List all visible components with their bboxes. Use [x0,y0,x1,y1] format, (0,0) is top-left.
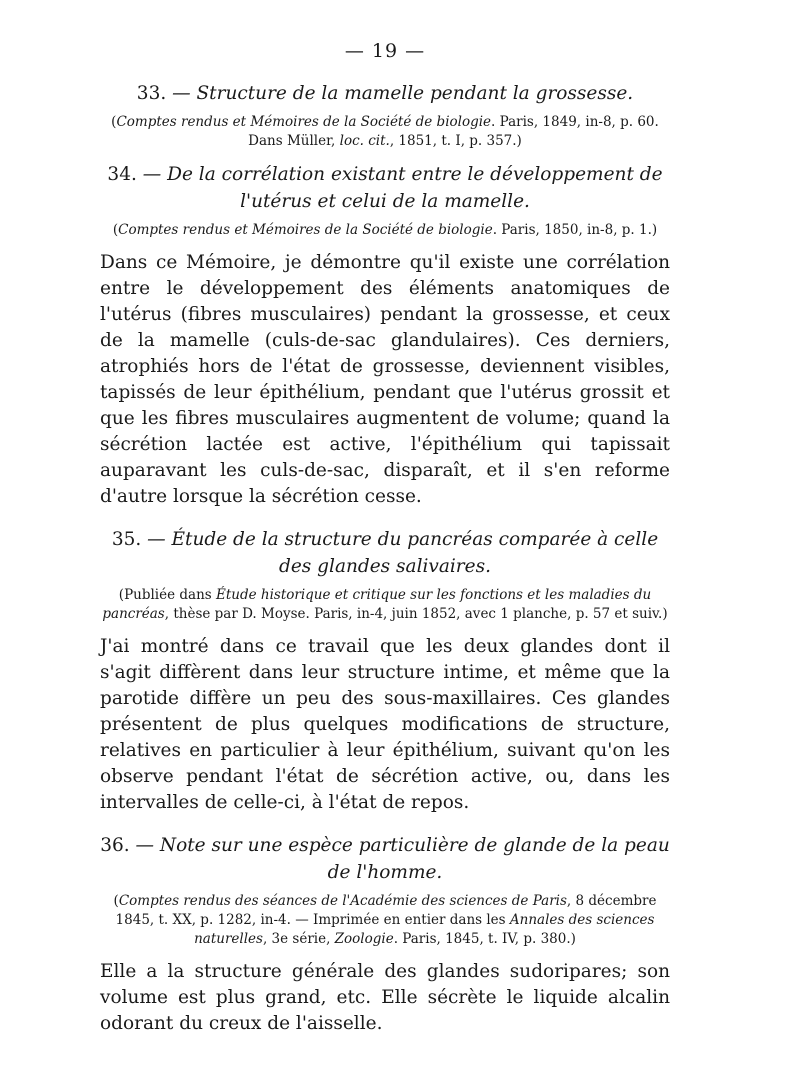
entry-body: Dans ce Mémoire, je démontre qu'il existe une corrélation entre le développement des éléments anatomiques de l'utérus (fibres musculaires) pendant la grossesse, et ceux de la mamelle (culs-de-sac glandulaires). Ces derniers, atrophiés hors de l'état de grossesse, deviennent visibles, tapissés de leur épithélium, pendant que l'utérus grossit et que les fibres musculaires augmentent de volume; quand la sécrétion lactée est active, l'épithélium qui tapissait auparavant les culs-de-sac, disparaît, et il s'en reforme d'autre lorsque la sécrétion cesse. [100,252,670,507]
entry-number: 36. [100,835,130,856]
entry-reference: (Comptes rendus et Mémoires de la Société de biologie. Paris, 1849, in-8, p. 60. Dans Müller, loc. cit., 1851, t. I, p. 357.) [111,114,659,149]
entry-title-text: — De la corrélation existant entre le développement de l'utérus et celui de la mamelle. [142,164,663,212]
entry-36 [100,832,670,1037]
entry-reference: (Publiée dans Étude historique et critique sur les fonctions et les maladies du pancréas, thèse par D. Moyse. Paris, in-4, juin 1852, avec 1 planche, p. 57 et suiv.) [102,587,668,622]
entry-number: 35. [111,529,142,550]
entry-body: Elle a la structure générale des glandes sudoripares; son volume est plus grand, etc. Elle sécrète le liquide alcalin odorant du creux de l'aisselle. [100,961,670,1034]
document-page [100,40,670,1053]
entry-33 [100,80,670,151]
entry-reference: (Comptes rendus et Mémoires de la Société de biologie. Paris, 1850, in-8, p. 1.) [112,222,658,238]
entry-title [100,161,670,215]
entry-title-text: — Structure de la mamelle pendant la grossesse. [172,83,634,104]
page-number: — 19 — [344,40,426,62]
entry-number: 34. [107,164,137,185]
entry-title [100,80,670,107]
entry-35 [100,526,670,816]
entry-body: J'ai montré dans ce travail que les deux glandes dont il s'agit diffèrent dans leur structure intime, et même que la parotide diffère un peu des sous-maxillaires. Ces glandes présentent de plus quelques modifications de structure, relatives en particulier à leur épithélium, suivant qu'on les observe pendant l'état de sécrétion active, ou, dans les intervalles de celle-ci, à l'état de repos. [100,636,670,813]
entry-title-text: — Étude de la structure du pancréas comparée à celle des glandes salivaires. [147,529,659,577]
entry-title-text: — Note sur une espèce particulière de glande de la peau de l'homme. [135,835,670,883]
entry-34 [100,161,670,510]
entry-number: 33. [136,83,167,104]
entry-reference: (Comptes rendus des séances de l'Académie des sciences de Paris, 8 décembre 1845, t. XX, p. 1282, in-4. — Imprimée en entier dans les Annales des sciences naturelles, 3e série, Zoologie. Paris, 1845, t. IV, p. 380.) [113,893,657,947]
entry-title [100,526,670,580]
entry-title [100,832,670,886]
